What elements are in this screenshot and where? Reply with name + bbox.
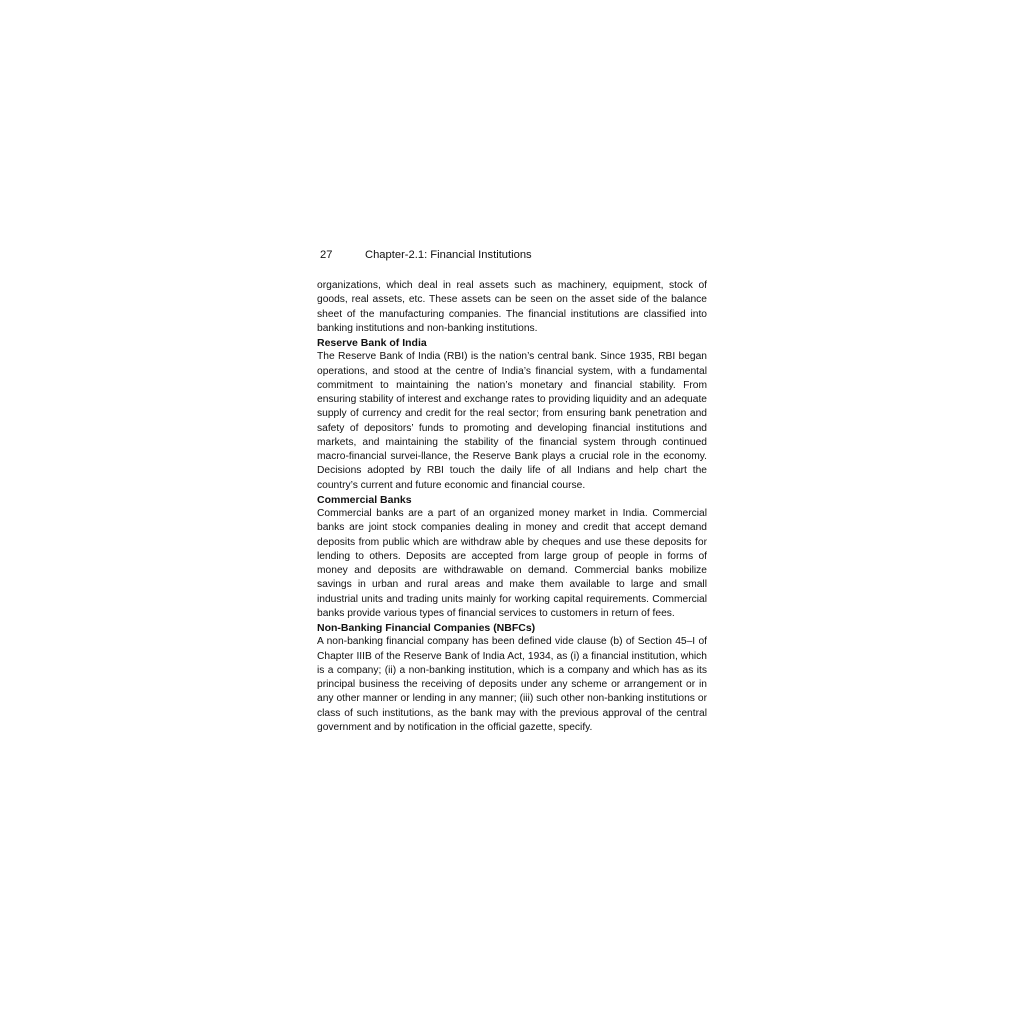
section-paragraph-rbi: The Reserve Bank of India (RBI) is the nation’s central bank. Since 1935, RBI began operations, and stood at the centre of India’s financial system, with a fundamental commitment to maintaining the nation’s monetary and financial stability. From ensuring stability of interest and exchange rates to providing liquidity and an adequate supply of currency and credit for the real sector; from ensuring bank penetration and safety of depositors’ funds to promoting and developing financial institutions and markets, and maintaining the stability of the financial system through continued macro-financial survei-llance, the Reserve Bank plays a crucial role in the economy. Decisions adopted by RBI touch the daily life of all Indians and help chart the country’s current and future economic and financial course. (317, 351, 707, 491)
section-paragraph-nbfcs: A non-banking financial company has been defined vide clause (b) of Section 45–I of Chapter IIIB of the Reserve Bank of India Act, 1934, as (i) a financial institution, which is a company; (ii) a non-banking institution, which is a company and which has as its principal business the receiving of deposits under any scheme or arrangement or in any other manner or lending in any manner; (iii) such other non-banking institutions or class of such institutions, as the bank may with the previous approval of the central government and by notification in the official gazette, specify. (317, 636, 707, 733)
body-text (317, 279, 707, 735)
section-heading-rbi: Reserve Bank of India (317, 337, 427, 349)
section-paragraph-commercial-banks: Commercial banks are a part of an organized money market in India. Commercial banks are joint stock companies dealing in money and credit that accept demand deposits from public which are withdraw able by cheques and use these deposits for lending to others. Deposits are accepted from large group of people in forms of money and deposits are withdrawable on demand. Commercial banks mobilize savings in urban and rural areas and make them available to large and small industrial units and trading units mainly for working capital requirements. Commercial banks provide various types of financial services to customers in return of fees. (317, 508, 707, 619)
page-number: 27 (320, 249, 333, 261)
chapter-title: Chapter-2.1: Financial Institutions (365, 249, 532, 261)
section-heading-commercial-banks: Commercial Banks (317, 493, 412, 506)
section-heading-nbfcs: Non-Banking Financial Companies (NBFCs) (317, 622, 536, 634)
intro-paragraph: organizations, which deal in real assets such as machinery, equipment, stock of goods, real assets, etc. These assets can be seen on the asset side of the balance sheet of the manufacturing companies. The financial institutions are classified into banking institutions and non-banking institutions. (317, 280, 707, 334)
running-head (320, 248, 707, 262)
book-page (317, 248, 707, 735)
